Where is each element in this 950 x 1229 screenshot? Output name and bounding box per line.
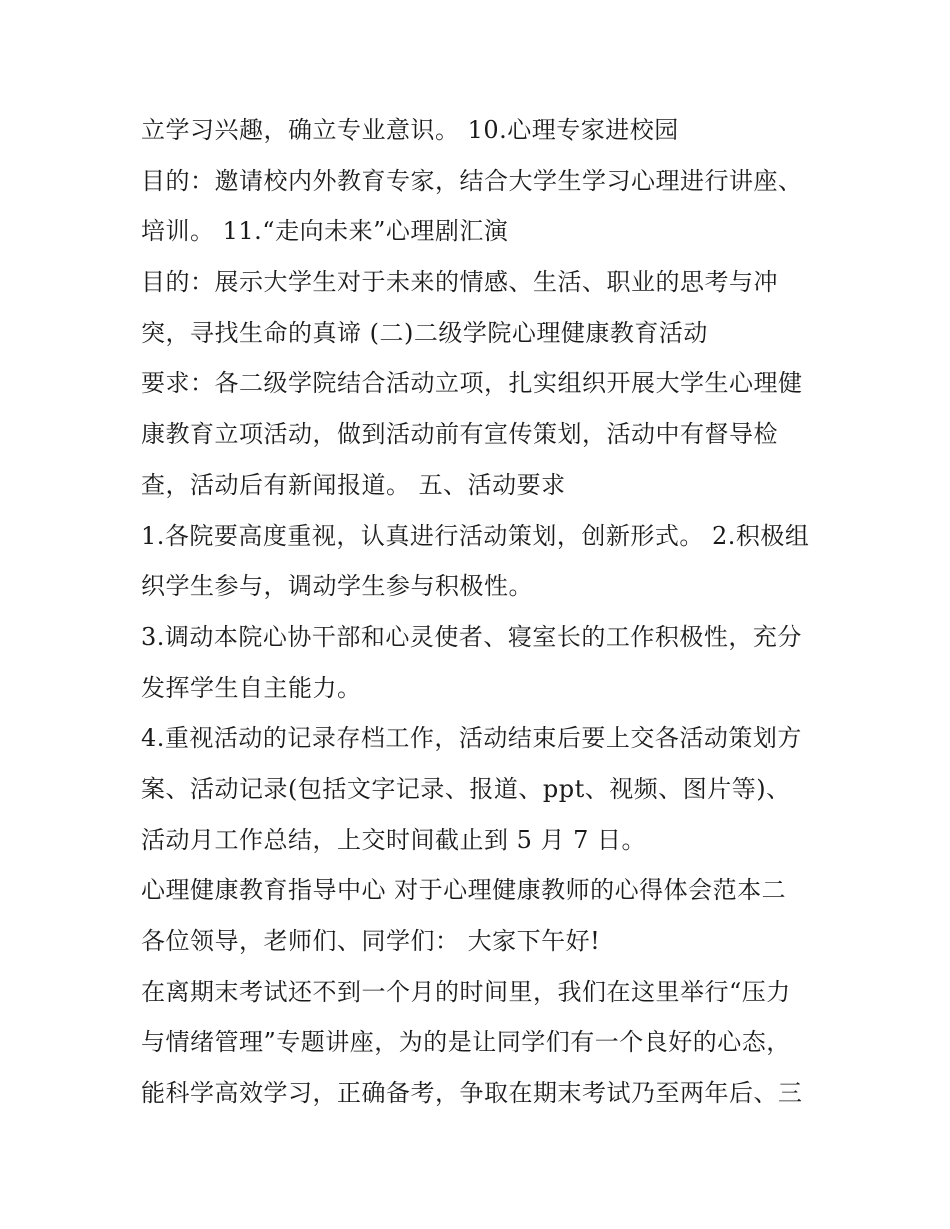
text-line: 织学生参与，调动学生参与积极性。 (141, 572, 533, 601)
text-line: 查，活动后有新闻报道。 五、活动要求 (141, 470, 566, 499)
text-line: 在离期末考试还不到一个月的时间里，我们在这里举行“压力 (141, 977, 791, 1006)
text-line: 目的：展示大学生对于未来的情感、生活、职业的思考与冲 (141, 268, 778, 297)
text-line: 发挥学生自主能力。 (141, 673, 362, 702)
text-line: 3.调动本院心协干部和心灵使者、寝室长的工作积极性，充分 (141, 622, 802, 651)
text-line: 与情绪管理”专题讲座，为的是让同学们有一个良好的心态， (141, 1028, 791, 1057)
text-line: 各位领导，老师们、同学们： 大家下午好! (141, 927, 601, 955)
body-text (141, 105, 831, 1119)
text-line: 4.重视活动的记录存档工作，活动结束后要上交各活动策划方 (141, 724, 802, 753)
text-line: 培训。 11.“走向未来”心理剧汇演 (141, 217, 509, 246)
text-line: 康教育立项活动，做到活动前有宣传策划，活动中有督导检 (141, 420, 778, 449)
text-line: 要求：各二级学院结合活动立项，扎实组织开展大学生心理健 (141, 369, 803, 398)
text-line: 能科学高效学习，正确备考，争取在期末考试乃至两年后、三 (141, 1079, 803, 1108)
text-line: 立学习兴趣，确立专业意识。 10.心理专家进校园 (141, 116, 679, 144)
text-line: 心理健康教育指导中心 对于心理健康教师的心得体会范本二 (141, 876, 787, 905)
text-line: 突，寻找生命的真谛 (二)二级学院心理健康教育活动 (141, 318, 708, 347)
text-line: 案、活动记录(包括文字记录、报道、ppt、视频、图片等)、 (141, 774, 791, 803)
text-line: 活动月工作总结，上交时间截止到 5 月 7 日。 (141, 825, 647, 854)
text-line: 目的：邀请校内外教育专家，结合大学生学习心理进行讲座、 (141, 166, 803, 195)
text-line: 1.各院要高度重视，认真进行活动策划，创新形式。 2.积极组 (141, 521, 810, 550)
